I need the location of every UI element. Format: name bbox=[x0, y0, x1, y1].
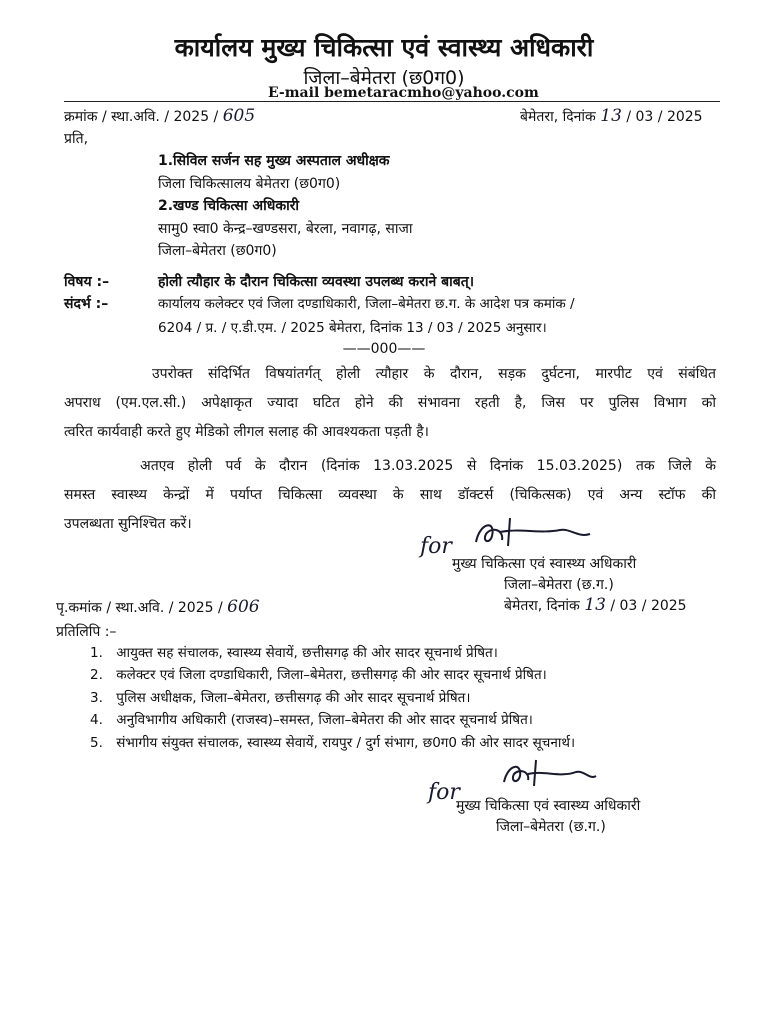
recipient-2-centres: सामु0 स्वा0 केन्द्र–खण्डसरा, बेरला, नवागढ़, साजा bbox=[158, 221, 413, 237]
copy-label: प्रतिलिपि :– bbox=[56, 624, 117, 640]
signature-1-date-prefix: बेमेतरा, दिनांक bbox=[504, 598, 580, 614]
reference-line-1: कार्यालय कलेक्टर एवं जिला दण्डाधिकारी, जिला–बेमेतरा छ.ग. के आदेश पत्र कमांक / bbox=[158, 296, 575, 312]
signature-2-designation: मुख्य चिकित्सा एवं स्वास्थ्य अधिकारी bbox=[456, 798, 641, 814]
signature-1-designation: मुख्य चिकित्सा एवं स्वास्थ्य अधिकारी bbox=[452, 556, 637, 572]
header-rule bbox=[64, 101, 720, 102]
divider: ——000—— bbox=[342, 341, 426, 357]
reference-label: संदर्भ :– bbox=[64, 296, 109, 312]
signature-2-image bbox=[500, 756, 600, 794]
reference-line-2: 6204 / प्र. / ए.डी.एम. / 2025 बेमेतरा, दिनांक 13 / 03 / 2025 अनुसार। bbox=[158, 320, 547, 336]
body-p1-line-3: त्वरित कार्यवाही करते हुए मेडिको लीगल सलाह की आवश्यकता पड़ती है। bbox=[64, 424, 429, 440]
copy-item-text: कलेक्टर एवं जिला दण्डाधिकारी, जिला–बेमेतरा, छत्तीसगढ़ की ओर सादर सूचनार्थ प्रेषित। bbox=[116, 667, 547, 683]
body-paragraph-1 bbox=[64, 360, 716, 447]
signature-1-for: for bbox=[420, 534, 452, 559]
subject-label: विषय :– bbox=[64, 274, 110, 290]
signature-1-district: जिला–बेमेतरा (छ.ग.) bbox=[504, 577, 614, 593]
office-email: E-mail bemetaracmho@yahoo.com bbox=[268, 85, 539, 101]
copy-item-number: 5. bbox=[90, 735, 103, 751]
body-p2-line-2: समस्त स्वास्थ्य केन्द्रों में पर्याप्त चिकित्सा व्यवस्था के साथ डॉक्टर्स (चिकित्सक) एवं अन्य स्टॉफ की bbox=[64, 487, 716, 503]
signature-2-district: जिला–बेमेतरा (छ.ग.) bbox=[496, 819, 606, 835]
recipient-2-title: 2.खण्ड चिकित्सा अधिकारी bbox=[158, 198, 300, 214]
copy-item-text: अनुविभागीय अधिकारी (राजस्व)–समस्त, जिला–बेमेतरा की ओर सादर सूचनार्थ प्रेषित। bbox=[116, 712, 533, 728]
letter-ref-prefix: क्रमांक / स्था.अवि. / 2025 / bbox=[64, 109, 219, 125]
office-district: जिला–बेमेतरा (छ0ग0) bbox=[303, 67, 465, 89]
copy-ref bbox=[56, 597, 260, 617]
body-p2-line-3: उपलब्धता सुनिश्चित करें। bbox=[64, 516, 192, 532]
copy-item bbox=[90, 688, 470, 706]
copy-item bbox=[90, 733, 575, 751]
body-p2-line-1: अतएव होली पर्व के दौरान (दिनांक 13.03.2025 से दिनांक 15.03.2025) तक जिले के bbox=[140, 458, 716, 474]
subject-text: होली त्यौहार के दौरान चिकित्सा व्यवस्था उपलब्ध कराने बाबत्। bbox=[158, 274, 475, 290]
to-label: प्रति, bbox=[64, 131, 89, 147]
letter-date bbox=[520, 106, 703, 126]
copy-item bbox=[90, 710, 533, 728]
signature-1-image bbox=[470, 512, 600, 556]
recipient-1-place: जिला चिकित्सालय बेमेतरा (छ0ग0) bbox=[158, 176, 341, 192]
copy-item-number: 2. bbox=[90, 667, 103, 683]
copy-item-text: पुलिस अधीक्षक, जिला–बेमेतरा, छत्तीसगढ़ की ओर सादर सूचनार्थ प्रेषित। bbox=[116, 690, 471, 706]
signature-1-date-day: 13 bbox=[584, 595, 606, 615]
recipient-1-title: 1.सिविल सर्जन सह मुख्य अस्पताल अधीक्षक bbox=[158, 153, 390, 169]
signature-1-date bbox=[504, 595, 687, 615]
letter-ref bbox=[64, 106, 255, 126]
recipient-2-district: जिला–बेमेतरा (छ0ग0) bbox=[158, 243, 277, 259]
letter-date-suffix: / 03 / 2025 bbox=[626, 109, 703, 125]
signature-1-date-suffix: / 03 / 2025 bbox=[610, 598, 687, 614]
office-title: कार्यालय मुख्य चिकित्सा एवं स्वास्थ्य अधिकारी bbox=[174, 33, 594, 62]
body-p1-line-1: उपरोक्त संदिर्भित विषयांतर्गत् होली त्यौहार के दौरान, सड़क दुर्घटना, मारपीट एवं संबंधित bbox=[152, 366, 716, 382]
copy-ref-number: 606 bbox=[227, 597, 260, 617]
copy-item-text: आयुक्त सह संचालक, स्वास्थ्य सेवायें, छत्तीसगढ़ की ओर सादर सूचनार्थ प्रेषित। bbox=[116, 645, 498, 661]
body-paragraph-2 bbox=[64, 452, 716, 539]
letter-ref-number: 605 bbox=[222, 106, 256, 126]
copy-item-number: 4. bbox=[90, 712, 103, 728]
body-p1-line-2: अपराध (एम.एल.सी.) अपेक्षाकृत ज्यादा घटित होने की संभावना रहती है, जिस पर पुलिस विभाग को bbox=[64, 395, 716, 411]
copy-ref-prefix: पृ.कमांक / स्था.अवि. / 2025 / bbox=[56, 600, 223, 616]
letter-date-day: 13 bbox=[600, 106, 622, 126]
copy-item bbox=[90, 665, 547, 683]
copy-item-text: संभागीय संयुक्त संचालक, स्वास्थ्य सेवायें, रायपुर / दुर्ग संभाग, छ0ग0 की ओर सादर सूचनार्थ। bbox=[116, 735, 576, 751]
letter-date-prefix: बेमेतरा, दिनांक bbox=[520, 109, 596, 125]
copy-item-number: 3. bbox=[90, 690, 103, 706]
copy-item-number: 1. bbox=[90, 645, 103, 661]
copy-item bbox=[90, 643, 498, 661]
signature-2-for: for bbox=[428, 780, 460, 805]
